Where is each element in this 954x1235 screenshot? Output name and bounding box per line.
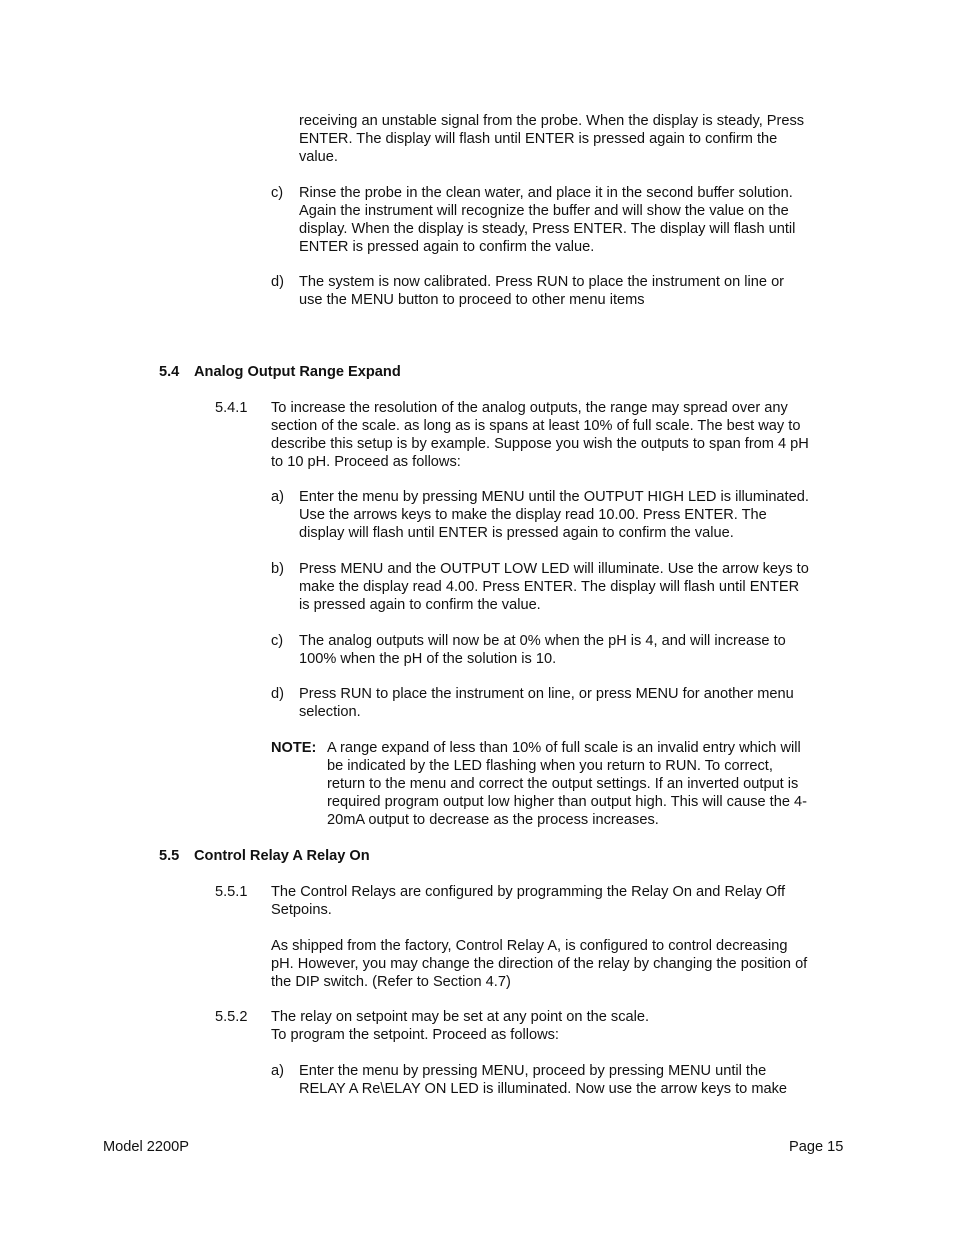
subsection-text: The Control Relays are configured by programming the Relay On and Relay Off Setpoins. xyxy=(271,884,786,918)
subsection-number: 5.5.1 xyxy=(215,884,248,900)
list-item-label: a) xyxy=(271,489,284,505)
list-item-label: d) xyxy=(271,686,284,702)
subsection-text: To increase the resolution of the analog outputs, the range may spread over any section of the scale. as long as is spans at least 10% of full scale. The best way to describe this setup is by example. Suppose you wish the outputs to span from 4 pH to 10 pH. Proceed as follows: xyxy=(271,400,809,470)
subsection-number: 5.5.2 xyxy=(215,1009,248,1025)
section-title: Analog Output Range Expand xyxy=(194,364,401,380)
continuation-paragraph: receiving an unstable signal from the probe. When the display is steady, Press ENTER. The display will flash until ENTER is pressed again to confirm the value. xyxy=(299,113,805,165)
section-number: 5.5 xyxy=(159,848,180,864)
list-item-text: Enter the menu by pressing MENU, proceed by pressing MENU until the RELAY A Re\ELAY ON LED is illuminated. Now use the arrow keys to make xyxy=(299,1063,788,1097)
list-item-label: c) xyxy=(271,633,284,649)
list-item-text: Rinse the probe in the clean water, and place it in the second buffer solution. Again the instrument will recognize the buffer and will show the value on the display. When the display is steady, Press ENTER. The display will flash until ENTER is pressed again to confirm the value. xyxy=(299,185,796,255)
subsection-text-continued: As shipped from the factory, Control Relay A, is configured to control decreasing pH. However, you may change the direction of the relay by changing the position of the DIP switch. (Refer to Section 4.7) xyxy=(271,938,808,990)
list-item-text: The analog outputs will now be at 0% when the pH is 4, and will increase to 100% when the pH of the solution is 10. xyxy=(299,633,786,667)
footer-model: Model 2200P xyxy=(103,1139,190,1155)
section-title: Control Relay A Relay On xyxy=(194,848,370,864)
subsection-number: 5.4.1 xyxy=(215,400,248,416)
list-item-label: b) xyxy=(271,561,284,577)
list-item-text: Press MENU and the OUTPUT LOW LED will illuminate. Use the arrow keys to make the display read 4.00. Press ENTER. The display will flash until ENTER is pressed again to confirm the value. xyxy=(299,561,809,613)
note-text: A range expand of less than 10% of full scale is an invalid entry which will be indicated by the LED flashing when you return to RUN. To correct, return to the menu and correct the output settings. If an inverted output is required program output low higher than output high. This will cause the 4- 20mA output to decrease as the process increases. xyxy=(327,740,807,828)
list-item-text: The system is now calibrated. Press RUN to place the instrument on line or use the MENU button to proceed to other menu items xyxy=(299,274,785,308)
subsection-text: The relay on setpoint may be set at any point on the scale. To program the setpoint. Proceed as follows: xyxy=(271,1009,650,1043)
list-item-text: Press RUN to place the instrument on line, or press MENU for another menu selection. xyxy=(299,686,794,720)
note-label: NOTE: xyxy=(271,740,317,756)
list-item-label: c) xyxy=(271,185,284,201)
list-item-label: d) xyxy=(271,274,284,290)
footer-page-number: Page 15 xyxy=(789,1139,844,1155)
list-item-label: a) xyxy=(271,1063,284,1079)
section-number: 5.4 xyxy=(159,364,180,380)
list-item-text: Enter the menu by pressing MENU until the OUTPUT HIGH LED is illuminated. Use the arrows keys to make the display read 10.00. Press ENTER. The display will flash until ENTER is pressed again to confirm the value. xyxy=(299,489,809,541)
